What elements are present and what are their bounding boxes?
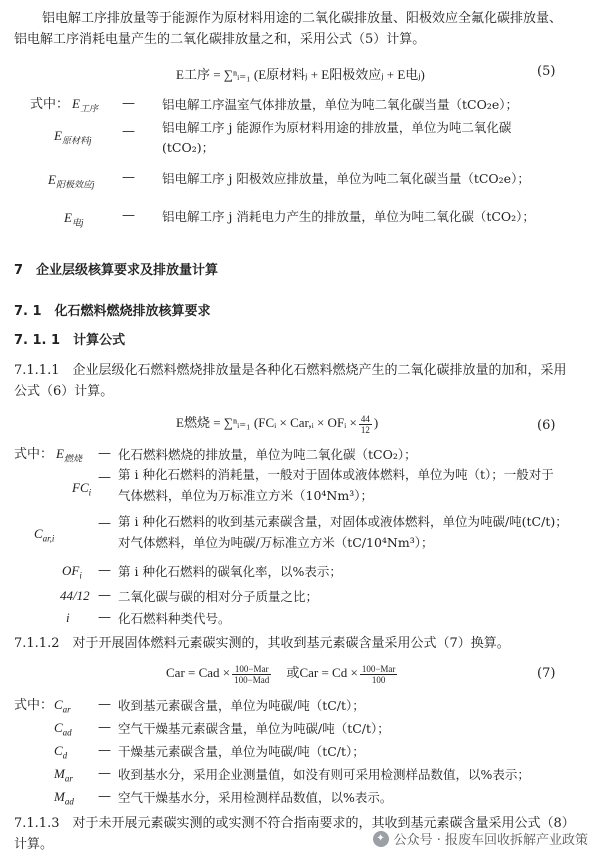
- defs5-desc-1: 铝电解工序温室气体排放量，单位为吨二氧化碳当量（tCO₂e）；: [162, 97, 518, 112]
- equation-5: E工序 = ∑ⁿᵢ₌₁ (E原材料ⱼ + E阳极效应ⱼ + E电ⱼ): [176, 67, 425, 82]
- paragraph-7-1-1-3-line-1: 7.1.1.3 对于未开展元素碳实测的或实测不符合指南要求的，其收到基元素碳含量采用公式（8）: [14, 816, 575, 831]
- equation-6-number: (6): [537, 418, 556, 433]
- equation-7-fraction-1: $\frac{\text{100−Mar}}{\text{100−Mad}}$: [234, 663, 270, 685]
- defs6-dash-2: —: [98, 470, 111, 485]
- equation-5-number: (5): [537, 64, 556, 79]
- defs7-desc-3: 干燥基元素碳含量，单位为吨碳/吨（tC/t）；: [118, 744, 365, 759]
- defs6-desc-1: 化石燃料燃烧的排放量，单位为吨二氧化碳（tCO₂）；: [118, 447, 417, 462]
- defs6-prefix: 式中：: [14, 447, 54, 462]
- defs6-symbol-6: i: [66, 610, 70, 625]
- defs6-dash-5: —: [98, 588, 111, 603]
- defs7-symbol-2: $C_{ad}$: [54, 720, 72, 738]
- defs7-prefix: 式中：: [14, 698, 54, 713]
- defs7-desc-1: 收到基元素碳含量，单位为吨碳/吨（tC/t）；: [118, 698, 365, 713]
- paragraph-7-1-1-2: 7.1.1.2 对于开展固体燃料元素碳实测的，其收到基元素碳含量采用公式（7）换算。: [14, 636, 510, 651]
- defs7-dash-1: —: [98, 697, 111, 712]
- defs6-desc-3: 第 i 种化石燃料的收到基元素碳含量，对固体或液体燃料，单位为吨碳/吨(tC/t)；: [118, 514, 568, 529]
- defs5-dash-2: —: [122, 124, 135, 139]
- defs7-desc-2: 空气干燥基元素碳含量，单位为吨碳/吨（tC/t）；: [118, 721, 390, 736]
- defs5-dash-4: —: [122, 208, 135, 223]
- watermark-text: 公众号 · 报废车回收拆解产业政策: [393, 833, 588, 848]
- defs6-dash-1: —: [98, 446, 111, 461]
- wechat-icon: ✦: [373, 831, 389, 847]
- paragraph-7-1-1-3-line-2: 计算。: [14, 837, 54, 852]
- section-7-1-heading: 7. 1 化石燃料燃烧排放核算要求: [14, 304, 211, 319]
- defs6-dash-3: —: [98, 516, 111, 531]
- defs6-desc-6: 化石燃料种类代号。: [118, 611, 231, 626]
- defs7-desc-5: 空气干燥基水分，采用检测样品数值，以%表示。: [118, 790, 393, 805]
- intro-line-1: 铝电解工序排放量等于能源作为原材料用途的二氧化碳排放量、阳极效应全氟化碳排放量、: [42, 11, 563, 26]
- equation-7: Car = Cad × $\frac{\text{100−Mar}}{\text{100−Mad}}$ 或Car = Cd × $\frac{\text{100−Mar}}{100}$: [166, 663, 396, 685]
- defs5-desc-4: 铝电解工序 j 消耗电力产生的排放量，单位为吨二氧化碳（tCO₂）；: [162, 209, 535, 224]
- defs7-symbol-1: $C_{ar}$: [54, 697, 71, 715]
- defs7-dash-2: —: [98, 720, 111, 735]
- defs5-symbol-2: $E_{原材料j}$: [54, 128, 92, 146]
- defs6-desc-5: 二氧化碳与碳的相对分子质量之比；: [118, 589, 319, 604]
- defs6-dash-6: —: [98, 610, 111, 625]
- equation-7-fraction-2: $\frac{\text{100−Mar}}{100}$: [361, 663, 396, 685]
- defs7-symbol-4: $M_{ar}$: [54, 766, 73, 784]
- defs6-desc-4: 第 i 种化石燃料的碳氧化率，以%表示；: [118, 564, 342, 579]
- defs5-desc-2b: (tCO₂)；: [162, 140, 215, 155]
- defs5-desc-2: 铝电解工序 j 能源作为原材料用途的排放量，单位为吨二氧化碳: [162, 120, 512, 135]
- defs6-dash-4: —: [98, 563, 111, 578]
- defs5-symbol-3: $E_{阳极效应j}$: [48, 172, 95, 190]
- equation-6-fraction: $\frac{44}{12}$: [360, 413, 370, 435]
- intro-line-2: 铝电解工序消耗电量产生的二氧化碳排放量之和，采用公式（5）计算。: [14, 32, 426, 47]
- defs5-dash-3: —: [122, 170, 135, 185]
- defs6-symbol-4: $OF_i$: [62, 563, 82, 581]
- defs7-dash-5: —: [98, 789, 111, 804]
- defs7-dash-3: —: [98, 743, 111, 758]
- defs6-desc-2: 第 i 种化石燃料的消耗量，一般对于固体或液体燃料，单位为吨（t）；一般对于: [118, 467, 554, 482]
- defs7-symbol-5: $M_{ad}$: [54, 789, 74, 807]
- defs5-desc-3: 铝电解工序 j 阳极效应排放量，单位为吨二氧化碳当量（tCO₂e）；: [162, 171, 530, 186]
- equation-7-number: (7): [537, 666, 556, 681]
- defs6-desc-2b: 气体燃料，单位为万标准立方米（10⁴Nm³）；: [118, 488, 373, 503]
- defs6-symbol-3: $C_{ar,i}$: [34, 526, 55, 544]
- defs7-symbol-3: $C_d$: [54, 743, 68, 761]
- watermark: [373, 829, 588, 848]
- defs6-desc-3b: 对气体燃料，单位为吨碳/万标准立方米（tC/10⁴Nm³）；: [118, 535, 434, 550]
- section-7-heading: 7 企业层级核算要求及排放量计算: [14, 263, 219, 278]
- defs6-symbol-5: 44/12: [60, 588, 90, 603]
- defs6-symbol-1: $E_{燃烧}$: [56, 446, 82, 464]
- defs6-symbol-2: $FC_i$: [72, 480, 92, 498]
- defs5-symbol-1: $E_{工序}$: [72, 96, 98, 114]
- defs5-symbol-4: $E_{电j}$: [64, 210, 84, 228]
- paragraph-7-1-1-1: 7.1.1.1 企业层级化石燃料燃烧排放量是各种化石燃料燃烧产生的二氧化碳排放量的加和，采用公式（6）计算。: [14, 363, 567, 399]
- defs5-prefix: 式中：: [30, 97, 70, 112]
- defs7-dash-4: —: [98, 766, 111, 781]
- section-7-1-1-heading: 7. 1. 1 计算公式: [14, 333, 126, 348]
- defs7-desc-4: 收到基水分，采用企业测量值，如没有则可采用检测样品数值，以%表示；: [118, 767, 530, 782]
- equation-6: E燃烧 = ∑ⁿᵢ₌₁ (FCᵢ × Car,ᵢ × OFᵢ × $\frac{44}{12}$ ): [176, 413, 379, 435]
- defs5-dash-1: —: [122, 96, 135, 111]
